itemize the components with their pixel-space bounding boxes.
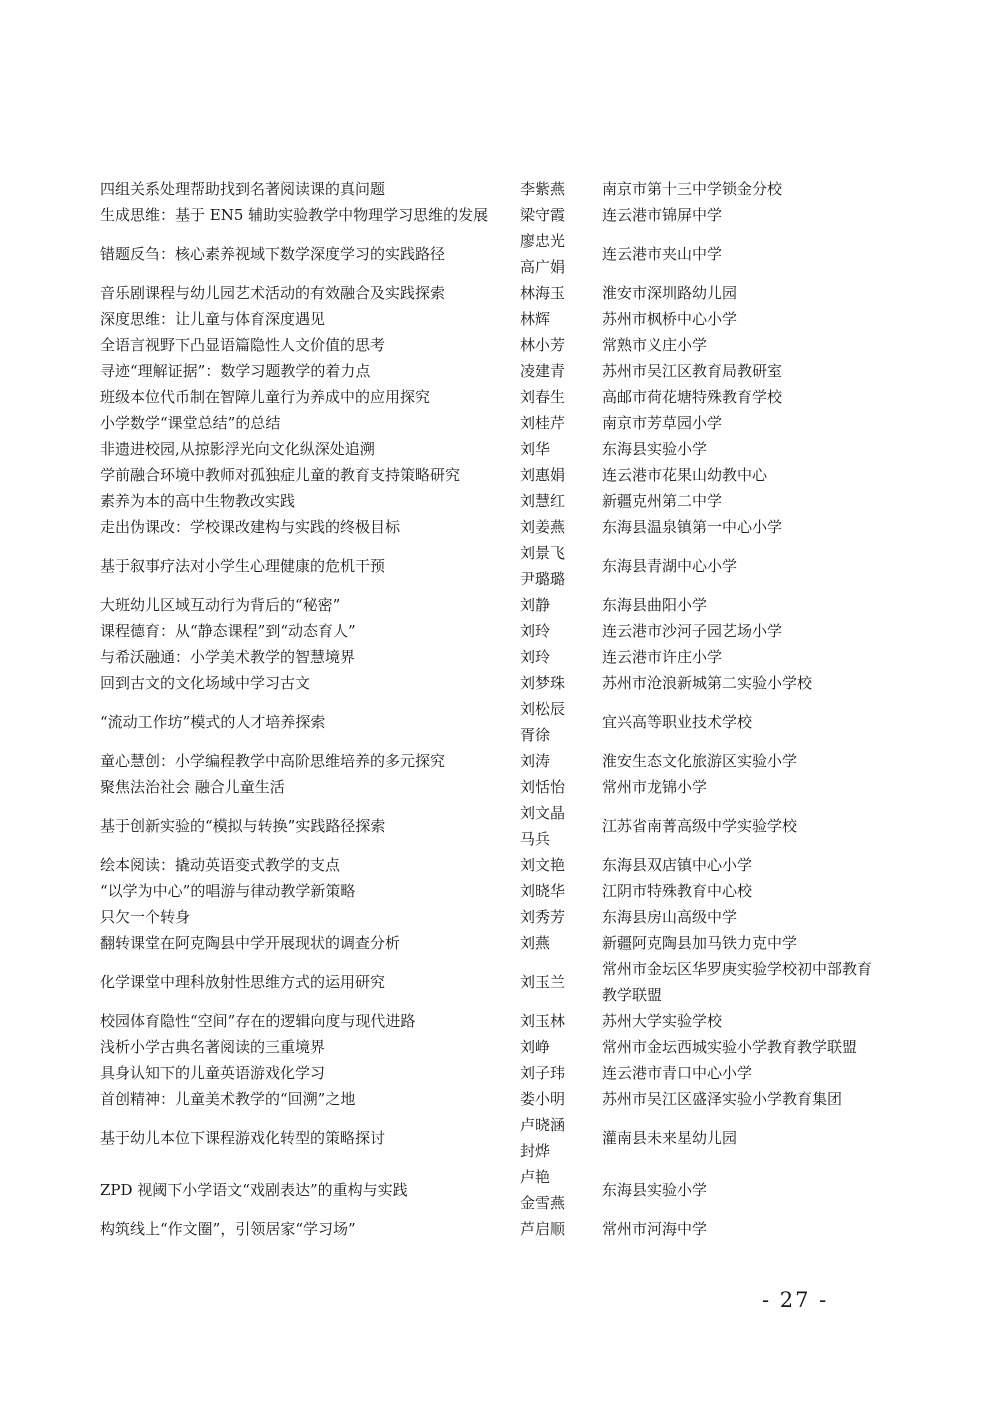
author-name: 刘玲: [520, 622, 551, 640]
table-row: [100, 358, 880, 384]
author-cell: [520, 696, 602, 748]
award-list-body: [100, 176, 880, 1242]
school-name: 苏州市枫桥中心小学: [602, 310, 738, 328]
paper-title: 小学数学“课堂总结”的总结: [100, 414, 281, 432]
paper-title: 四组关系处理帮助找到名著阅读课的真问题: [100, 180, 386, 198]
school-name: 高邮市荷花塘特殊教育学校: [602, 388, 783, 406]
author-cell: [520, 176, 602, 202]
table-row: [100, 540, 880, 592]
table-row: [100, 1086, 880, 1112]
table-row: [100, 774, 880, 800]
author-name: 刘梦珠: [520, 674, 566, 692]
author-cell: [520, 1086, 602, 1112]
school-name: 新疆阿克陶县加马铁力克中学: [602, 934, 798, 952]
school-name: 淮安市深圳路幼儿园: [602, 284, 738, 302]
author-name: 金雪燕: [520, 1194, 566, 1212]
author-name: 廖忠光: [520, 232, 566, 250]
school-name: 苏州大学实验学校: [602, 1012, 723, 1030]
school-name: 东海县曲阳小学: [602, 596, 708, 614]
author-name: 刘子玮: [520, 1064, 566, 1082]
author-cell: [520, 384, 602, 410]
author-cell: [520, 488, 602, 514]
author-cell: [520, 956, 602, 1008]
school-name: 东海县温泉镇第一中心小学: [602, 518, 783, 536]
paper-title: 与希沃融通：小学美术教学的智慧境界: [100, 648, 356, 666]
school-name: 常熟市义庄小学: [602, 336, 708, 354]
school-name: 常州市河海中学: [602, 1220, 708, 1238]
author-cell: [520, 618, 602, 644]
paper-title: “流动工作坊”模式的人才培养探索: [100, 713, 326, 731]
table-row: [100, 306, 880, 332]
paper-title: 学前融合环境中教师对孤独症儿童的教育支持策略研究: [100, 466, 461, 484]
school-name: 连云港市锦屏中学: [602, 206, 723, 224]
author-name: 高广娟: [520, 258, 566, 276]
school-name: 南京市第十三中学锁金分校: [602, 180, 783, 198]
school-name: 灌南县未来星幼儿园: [602, 1129, 738, 1147]
author-name: 刘姜燕: [520, 518, 566, 536]
table-row: [100, 1060, 880, 1086]
paper-title: 走出伪课改：学校课改建构与实践的终极目标: [100, 518, 401, 536]
author-name: 李紫燕: [520, 180, 566, 198]
author-name: 林辉: [520, 310, 551, 328]
paper-title: 只欠一个转身: [100, 908, 191, 926]
table-row: [100, 956, 880, 1008]
paper-title: 素养为本的高中生物教改实践: [100, 492, 296, 510]
paper-title: 全语言视野下凸显语篇隐性人文价值的思考: [100, 336, 386, 354]
author-name: 尹璐璐: [520, 570, 566, 588]
table-row: [100, 462, 880, 488]
table-row: [100, 878, 880, 904]
author-cell: [520, 774, 602, 800]
author-cell: [520, 202, 602, 228]
author-cell: [520, 280, 602, 306]
school-name: 苏州市沧浪新城第二实验小学校: [602, 674, 813, 692]
author-cell: [520, 1112, 602, 1164]
author-name: 刘恬怡: [520, 778, 566, 796]
school-name: 宜兴高等职业技术学校: [602, 713, 753, 731]
table-row: [100, 696, 880, 748]
school-name: 连云港市花果山幼教中心: [602, 466, 768, 484]
author-cell: [520, 1216, 602, 1242]
school-name: 常州市龙锦小学: [602, 778, 708, 796]
paper-title: ZPD 视阈下小学语文“戏剧表达”的重构与实践: [100, 1181, 408, 1199]
table-row: [100, 618, 880, 644]
school-name: 连云港市沙河子园艺场小学: [602, 622, 783, 640]
paper-title: 聚焦法治社会 融合儿童生活: [100, 778, 285, 796]
author-cell: [520, 514, 602, 540]
paper-title: 绘本阅读：撬动英语变式教学的支点: [100, 856, 341, 874]
author-cell: [520, 462, 602, 488]
paper-title: 浅析小学古典名著阅读的三重境界: [100, 1038, 326, 1056]
author-cell: [520, 410, 602, 436]
school-name: 连云港市夹山中学: [602, 245, 723, 263]
table-row: [100, 514, 880, 540]
author-cell: [520, 800, 602, 852]
author-cell: [520, 1034, 602, 1060]
paper-title: 课程德育：从“静态课程”到“动态育人”: [100, 622, 356, 640]
paper-title: 生成思维：基于 EN5 辅助实验教学中物理学习思维的发展: [100, 206, 489, 224]
author-name: 卢晓涵: [520, 1116, 566, 1134]
table-row: [100, 410, 880, 436]
author-name: 刘桂芹: [520, 414, 566, 432]
author-cell: [520, 228, 602, 280]
school-name: 连云港市许庄小学: [602, 648, 723, 666]
school-name: 东海县实验小学: [602, 1181, 708, 1199]
author-cell: [520, 332, 602, 358]
page-number: - 27 -: [762, 1288, 829, 1312]
table-row: [100, 280, 880, 306]
paper-title: 班级本位代币制在智障儿童行为养成中的应用探究: [100, 388, 431, 406]
paper-title: 大班幼儿区域互动行为背后的“秘密”: [100, 596, 341, 614]
author-cell: [520, 540, 602, 592]
author-name: 刘玉兰: [520, 973, 566, 991]
table-row: [100, 488, 880, 514]
school-name: 东海县实验小学: [602, 440, 708, 458]
paper-title: 具身认知下的儿童英语游戏化学习: [100, 1064, 326, 1082]
paper-title: 首创精神：儿童美术教学的“回溯”之地: [100, 1090, 356, 1108]
paper-title: 回到古文的文化场域中学习古文: [100, 674, 311, 692]
paper-title: 构筑线上“作文圈”，引领居家“学习场”: [100, 1220, 356, 1238]
author-cell: [520, 436, 602, 462]
table-row: [100, 176, 880, 202]
author-name: 刘慧红: [520, 492, 566, 510]
paper-title: 基于创新实验的“模拟与转换”实践路径探索: [100, 817, 386, 835]
author-name: 林小芳: [520, 336, 566, 354]
table-row: [100, 1008, 880, 1034]
author-cell: [520, 306, 602, 332]
paper-title: 基于叙事疗法对小学生心理健康的危机干预: [100, 557, 386, 575]
author-name: 凌建青: [520, 362, 566, 380]
author-cell: [520, 644, 602, 670]
paper-title: “以学为中心”的唱游与律动教学新策略: [100, 882, 356, 900]
author-name: 刘华: [520, 440, 551, 458]
school-name: 新疆克州第二中学: [602, 492, 723, 510]
author-name: 刘晓华: [520, 882, 566, 900]
author-name: 刘玉林: [520, 1012, 566, 1030]
table-row: [100, 202, 880, 228]
author-name: 胥徐: [520, 726, 551, 744]
school-name: 常州市金坛区华罗庚实验学校初中部教育教学联盟: [602, 960, 873, 1004]
school-name: 连云港市青口中心小学: [602, 1064, 753, 1082]
author-cell: [520, 930, 602, 956]
author-name: 卢艳: [520, 1168, 551, 1186]
award-list-table: [100, 176, 880, 1242]
author-name: 娄小明: [520, 1090, 566, 1108]
table-row: [100, 904, 880, 930]
author-cell: [520, 592, 602, 618]
table-row: [100, 670, 880, 696]
school-name: 东海县双店镇中心小学: [602, 856, 753, 874]
table-row: [100, 748, 880, 774]
school-name: 淮安生态文化旅游区实验小学: [602, 752, 798, 770]
author-name: 刘松辰: [520, 700, 566, 718]
school-name: 江阴市特殊教育中心校: [602, 882, 753, 900]
author-name: 刘峥: [520, 1038, 551, 1056]
table-row: [100, 1216, 880, 1242]
table-row: [100, 332, 880, 358]
author-cell: [520, 358, 602, 384]
school-name: 苏州市吴江区教育局教研室: [602, 362, 783, 380]
author-name: 刘文晶: [520, 804, 566, 822]
school-name: 常州市金坛西城实验小学教育教学联盟: [602, 1038, 858, 1056]
author-name: 林海玉: [520, 284, 566, 302]
author-cell: [520, 904, 602, 930]
table-row: [100, 436, 880, 462]
paper-title: 非遗进校园,从掠影浮光向文化纵深处追溯: [100, 440, 375, 458]
school-name: 东海县青湖中心小学: [602, 557, 738, 575]
table-row: [100, 592, 880, 618]
paper-title: 深度思维：让儿童与体育深度遇见: [100, 310, 326, 328]
school-name: 江苏省南菁高级中学实验学校: [602, 817, 798, 835]
author-name: 刘涛: [520, 752, 551, 770]
table-row: [100, 800, 880, 852]
paper-title: 错题反刍：核心素养视域下数学深度学习的实践路径: [100, 245, 446, 263]
table-row: [100, 1034, 880, 1060]
author-name: 刘春生: [520, 388, 566, 406]
author-name: 芦启顺: [520, 1220, 566, 1238]
author-cell: [520, 1008, 602, 1034]
author-name: 刘景飞: [520, 544, 566, 562]
school-name: 东海县房山高级中学: [602, 908, 738, 926]
author-cell: [520, 1164, 602, 1216]
author-cell: [520, 670, 602, 696]
author-cell: [520, 1060, 602, 1086]
author-name: 刘秀芳: [520, 908, 566, 926]
table-row: [100, 644, 880, 670]
author-cell: [520, 852, 602, 878]
table-row: [100, 384, 880, 410]
school-name: 南京市芳草园小学: [602, 414, 723, 432]
paper-title: 校园体育隐性“空间”存在的逻辑向度与现代进路: [100, 1012, 416, 1030]
school-name: 苏州市吴江区盛泽实验小学教育集团: [602, 1090, 843, 1108]
paper-title: 寻迹“理解证据”：数学习题教学的着力点: [100, 362, 371, 380]
author-name: 刘惠娟: [520, 466, 566, 484]
paper-title: 化学课堂中理科放射性思维方式的运用研究: [100, 973, 386, 991]
author-name: 马兵: [520, 830, 551, 848]
table-row: [100, 1112, 880, 1164]
paper-title: 翻转课堂在阿克陶县中学开展现状的调查分析: [100, 934, 401, 952]
paper-title: 童心慧创：小学编程教学中高阶思维培养的多元探究: [100, 752, 446, 770]
table-row: [100, 1164, 880, 1216]
table-row: [100, 930, 880, 956]
author-name: 梁守霞: [520, 206, 566, 224]
paper-title: 音乐剧课程与幼儿园艺术活动的有效融合及实践探索: [100, 284, 446, 302]
author-name: 刘静: [520, 596, 551, 614]
author-name: 刘燕: [520, 934, 551, 952]
author-name: 刘文艳: [520, 856, 566, 874]
author-name: 封烨: [520, 1142, 551, 1160]
author-name: 刘玲: [520, 648, 551, 666]
paper-title: 基于幼儿本位下课程游戏化转型的策略探讨: [100, 1129, 386, 1147]
table-row: [100, 852, 880, 878]
author-cell: [520, 748, 602, 774]
author-cell: [520, 878, 602, 904]
table-row: [100, 228, 880, 280]
